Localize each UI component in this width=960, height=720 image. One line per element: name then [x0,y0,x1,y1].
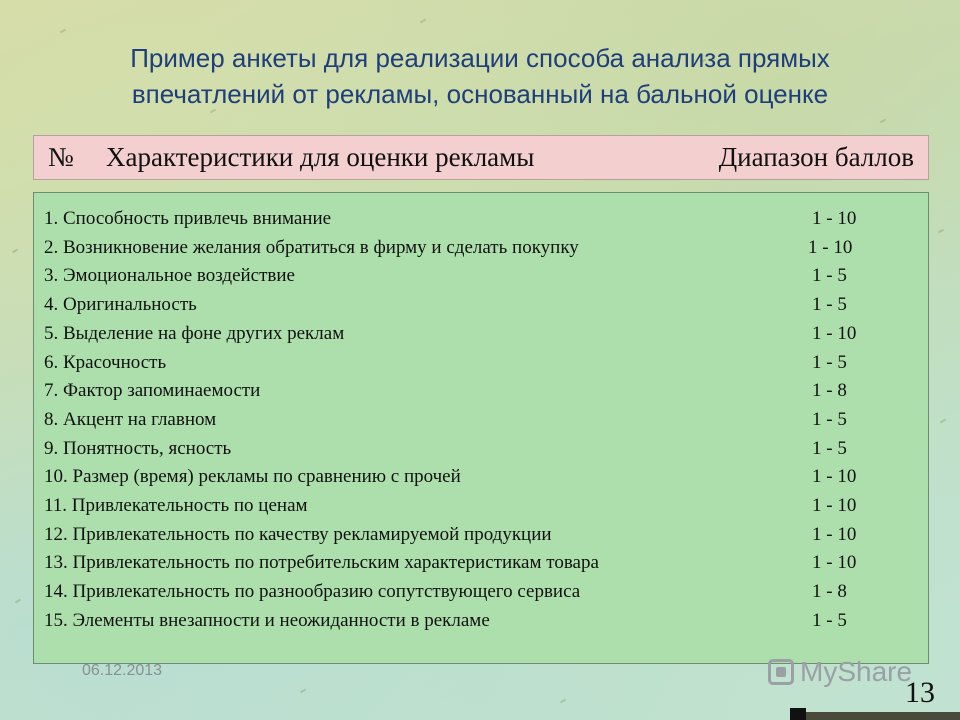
item-label: 10. Размер (время) рекламы по сравнению с прочей [44,466,461,487]
item-label: 6. Красочность [44,352,167,373]
title-line-2: впечатлений от рекламы, основанный на бальной оценке [131,79,829,109]
item-range: 1 - 5 [812,352,847,373]
item-label: 14. Привлекательность по разнообразию сопутствующего сервиса [44,581,581,602]
item-range: 1 - 10 [812,466,857,487]
background-texture [880,119,886,124]
item-range: 1 - 5 [812,294,847,315]
header-characteristics: Характеристики для оценки рекламы [106,142,535,172]
item-range: 1 - 10 [812,323,857,344]
item-range: 1 - 5 [812,610,847,631]
slide-date: 06.12.2013 [82,662,163,679]
table-header [33,135,929,180]
item-range: 1 - 5 [812,409,847,430]
item-label: 2. Возникновение желания обратиться в фирму и сделать покупку [44,237,579,258]
background-texture [938,229,944,234]
myshare-logo[interactable] [768,656,912,688]
item-range: 1 - 8 [812,581,847,602]
item-label: 4. Оригинальность [44,294,197,315]
header-range: Диапазон баллов [718,142,914,172]
corner-decoration [790,708,806,720]
background-texture [940,419,946,424]
corner-decoration [790,712,960,720]
item-label: 3. Эмоциональное воздействие [44,265,295,286]
background-texture [12,249,18,254]
background-texture [420,19,426,24]
item-label: 15. Элементы внезапности и неожиданности в рекламе [44,610,490,631]
item-label: 9. Понятность, ясность [44,438,232,459]
background-texture [60,29,66,34]
background-texture [560,699,566,704]
item-label: 5. Выделение на фоне других реклам [44,323,345,344]
item-label: 1. Способность привлечь внимание [44,208,332,229]
item-range: 1 - 10 [812,208,857,229]
item-label: 11. Привлекательность по ценам [44,495,308,516]
item-range: 1 - 10 [812,524,857,545]
item-label: 7. Фактор запоминаемости [44,380,261,401]
logo-text: MyShare [800,656,913,687]
page-number: 13 [905,676,935,709]
background-texture [15,599,21,604]
header-number: № [48,142,74,172]
criteria-list [33,192,929,664]
item-range: 1 - 8 [812,380,847,401]
item-label: 12. Привлекательность по качеству рекламируемой продукции [44,524,552,545]
item-range: 1 - 10 [812,495,857,516]
item-range: 1 - 10 [812,552,857,573]
slide-title [40,40,920,112]
item-range: 1 - 10 [808,237,853,258]
background-texture [300,689,306,694]
item-label: 8. Акцент на главном [44,409,217,430]
item-range: 1 - 5 [812,438,847,459]
item-range: 1 - 5 [812,265,847,286]
item-label: 13. Привлекательность по потребительским характеристикам товара [44,552,599,573]
title-line-1: Пример анкеты для реализации способа анализа прямых [130,43,830,73]
myshare-logo-icon [768,659,794,685]
